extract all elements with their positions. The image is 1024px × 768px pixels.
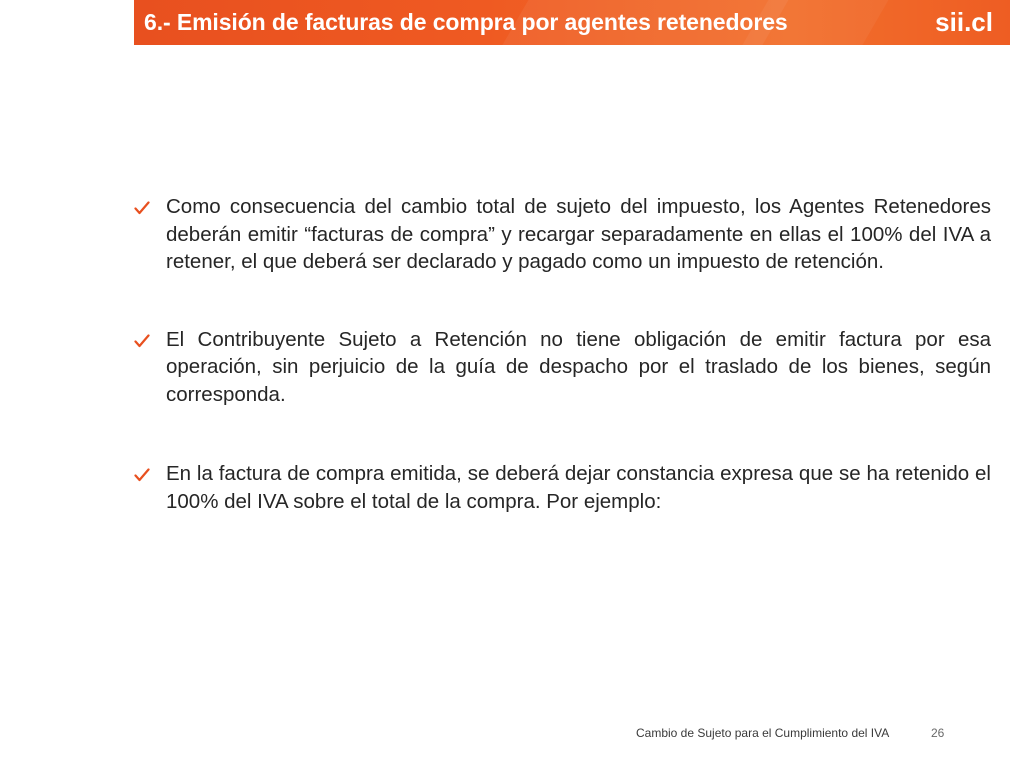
checkmark-icon xyxy=(134,333,150,349)
page-number: 26 xyxy=(931,726,945,740)
bullet-item-1 xyxy=(134,193,991,276)
bullet-item-2 xyxy=(134,326,991,409)
bullet-text: Como consecuencia del cambio total de sujeto del impuesto, los Agentes Retenedores deberán emitir “facturas de compra” y recargar separadamente en ellas el 100% del IVA a retener, el que deberá ser declarado y pagado como un impuesto de retención. xyxy=(166,195,991,273)
sii-logo: sii.cl xyxy=(935,7,993,37)
checkmark-icon xyxy=(134,200,150,216)
footer-caption: Cambio de Sujeto para el Cumplimiento del IVA xyxy=(636,726,890,740)
bullet-list xyxy=(134,193,991,515)
checkmark-icon xyxy=(134,467,150,483)
bullet-text: El Contribuyente Sujeto a Retención no tiene obligación de emitir factura por esa operación, sin perjuicio de la guía de despacho por el traslado de los bienes, según corresponda. xyxy=(166,327,991,406)
title-banner xyxy=(134,0,1010,45)
slide-title: 6.- Emisión de facturas de compra por agentes retenedores xyxy=(144,9,788,35)
bullet-item-3 xyxy=(134,460,991,515)
bullet-text: En la factura de compra emitida, se deberá dejar constancia expresa que se ha retenido el 100% del IVA sobre el total de la compra. Por ejemplo: xyxy=(166,462,991,513)
